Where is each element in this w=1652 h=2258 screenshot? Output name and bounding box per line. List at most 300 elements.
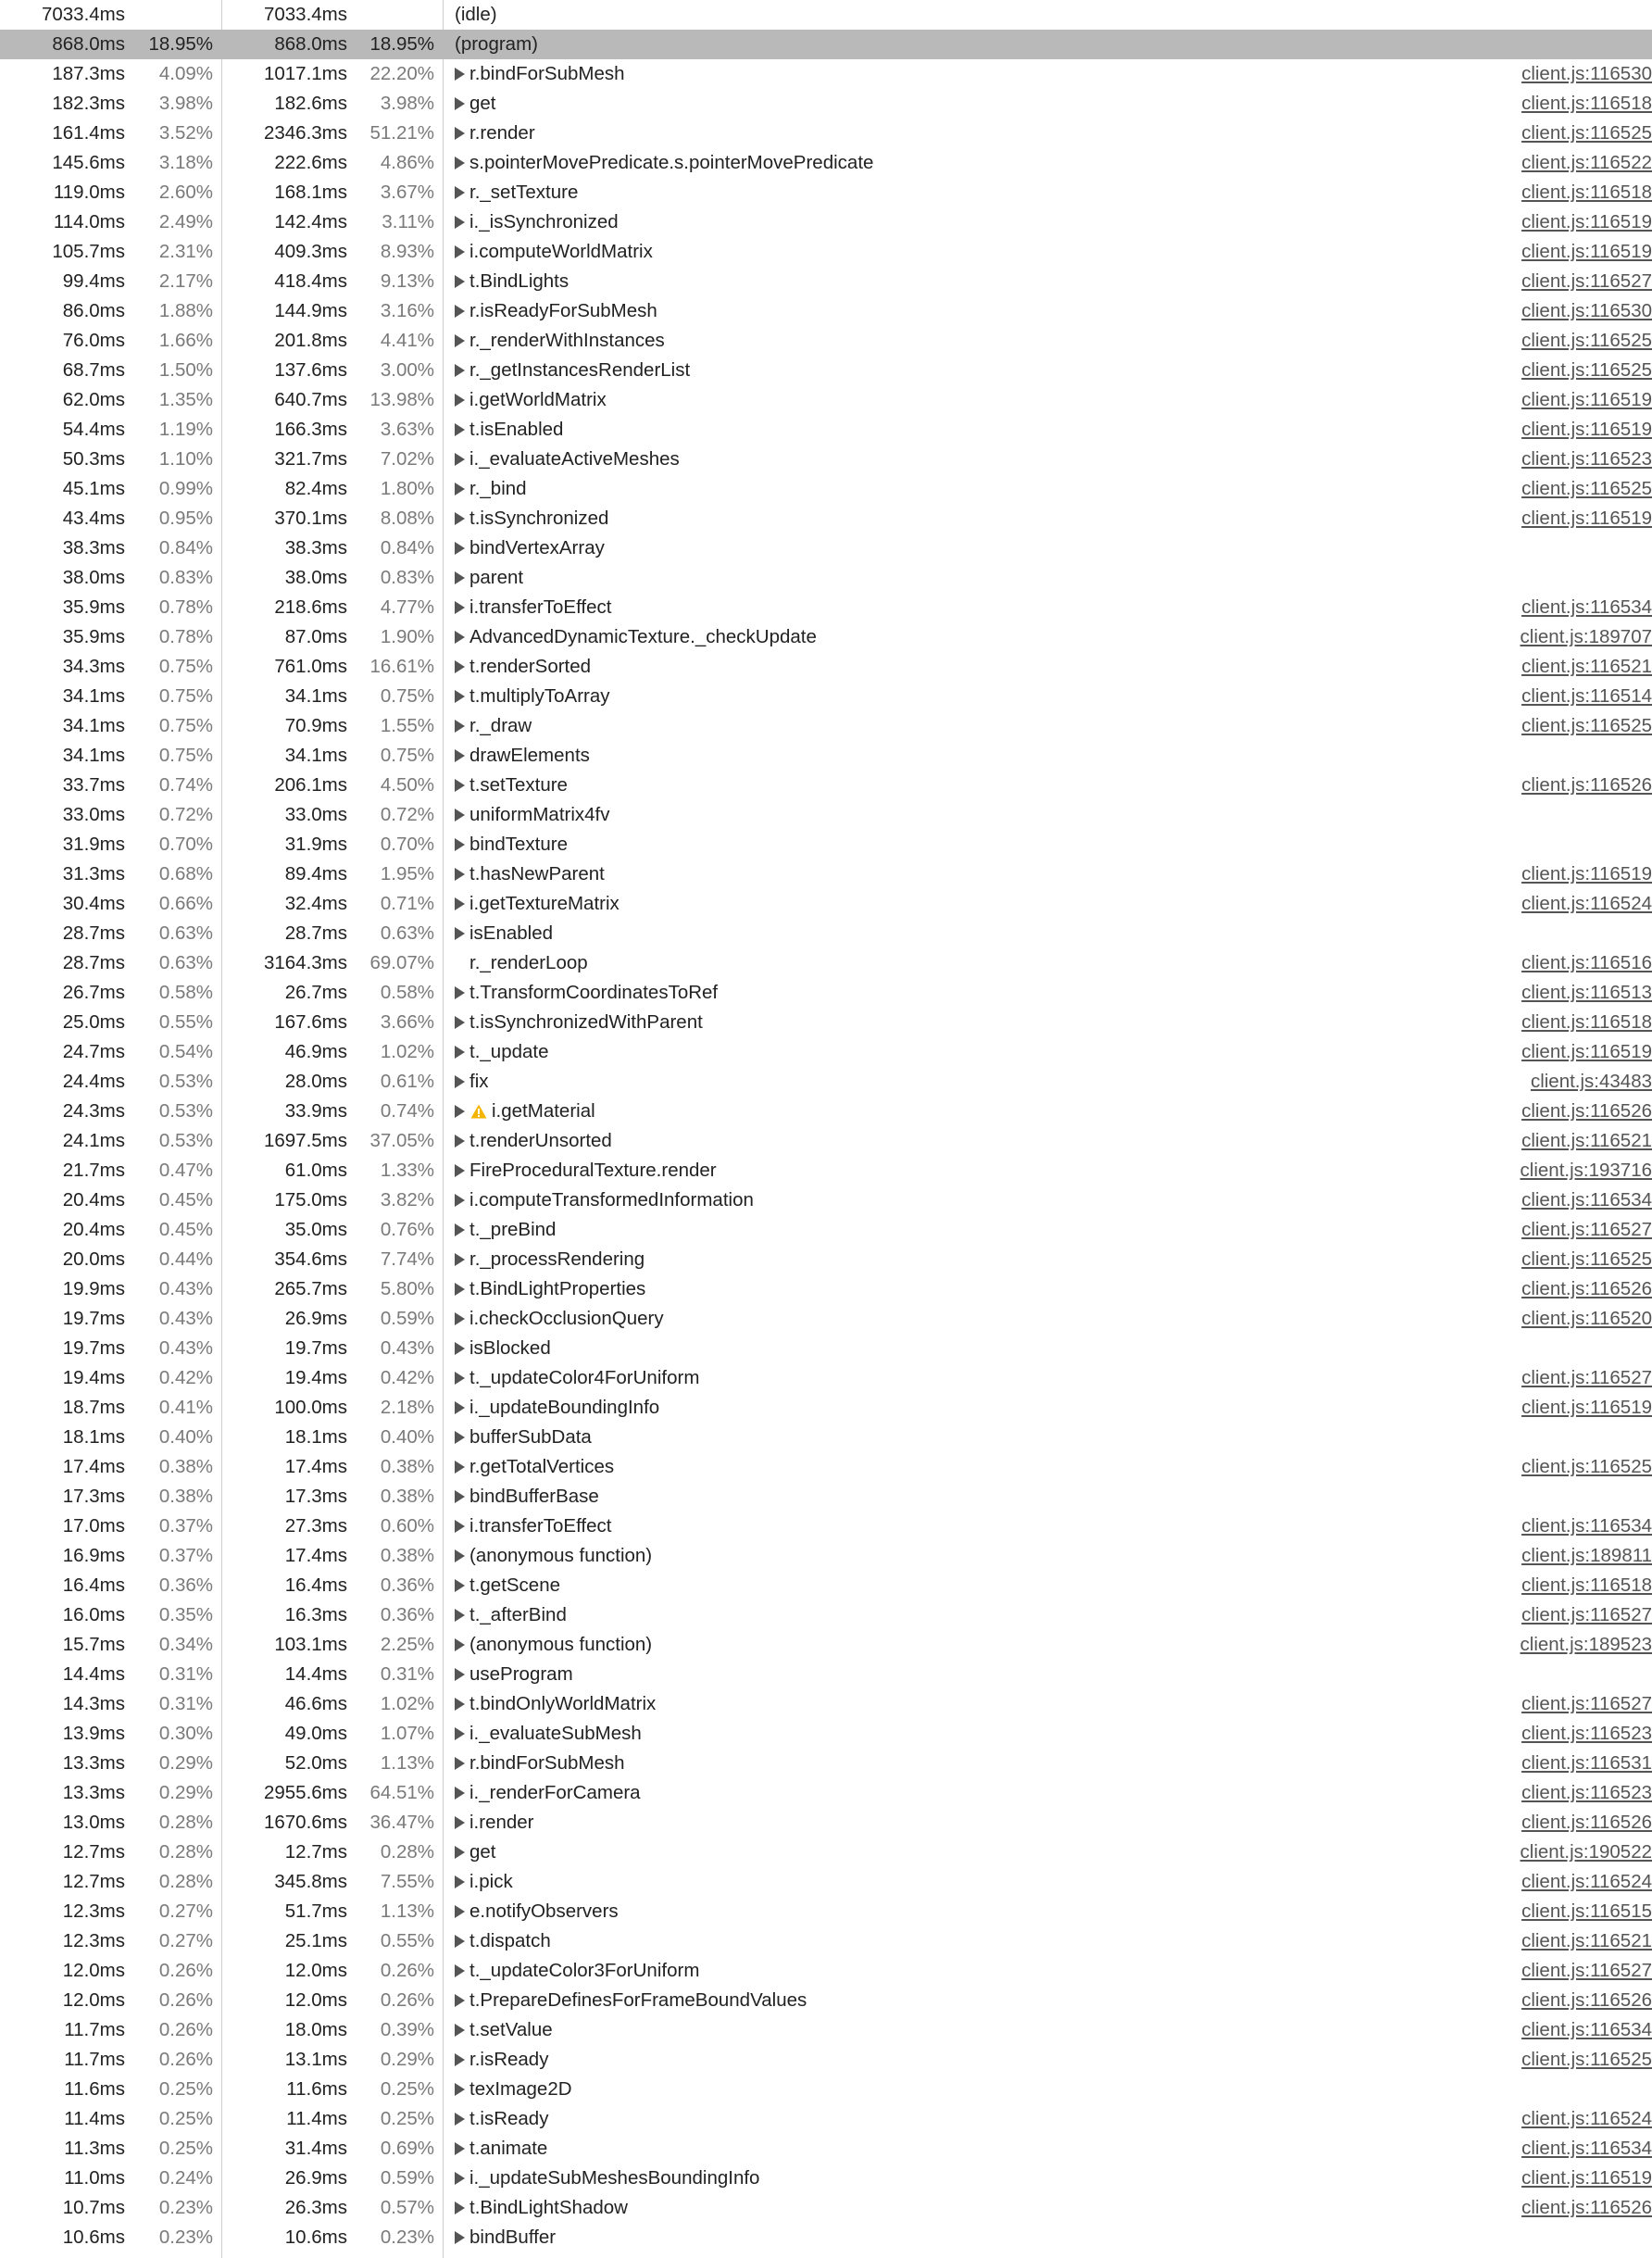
- self-time-cell: 24.4ms: [62, 1071, 125, 1092]
- function-cell: [455, 1600, 567, 1630]
- source-link[interactable]: client.js:116526: [1521, 1989, 1652, 2011]
- function-name: bufferSubData: [469, 1426, 592, 1448]
- table-row[interactable]: [0, 30, 1652, 59]
- table-row[interactable]: [0, 1097, 1652, 1126]
- expand-arrow-icon[interactable]: [455, 1520, 465, 1533]
- table-row[interactable]: [0, 385, 1652, 415]
- total-time-cell: 33.0ms: [284, 804, 347, 825]
- expand-arrow-icon[interactable]: [455, 927, 465, 940]
- table-row[interactable]: [0, 1304, 1652, 1334]
- expand-arrow-icon[interactable]: [455, 1372, 465, 1385]
- source-link[interactable]: client.js:116526: [1521, 1278, 1652, 1299]
- expand-arrow-icon[interactable]: [455, 601, 465, 614]
- table-row[interactable]: [0, 1008, 1652, 1037]
- source-link[interactable]: client.js:116534: [1521, 596, 1652, 618]
- table-row[interactable]: [0, 326, 1652, 356]
- source-link[interactable]: client.js:190522: [1520, 1841, 1652, 1863]
- self-percent-cell: 0.53%: [158, 1130, 213, 1151]
- table-row[interactable]: [0, 978, 1652, 1008]
- function-cell: [455, 622, 817, 652]
- source-link[interactable]: client.js:116534: [1521, 2138, 1652, 2159]
- table-row[interactable]: [0, 1215, 1652, 1245]
- table-row[interactable]: [0, 1452, 1652, 1482]
- self-percent-cell: 0.26%: [158, 2049, 213, 2070]
- source-link[interactable]: client.js:116515: [1521, 1900, 1652, 1922]
- total-percent-cell: 9.13%: [380, 270, 434, 292]
- table-row[interactable]: [0, 119, 1652, 148]
- function-cell: [455, 889, 620, 919]
- source-link[interactable]: client.js:116534: [1521, 2019, 1652, 2040]
- function-name: r._renderLoop: [469, 952, 588, 973]
- function-cell: [455, 1393, 659, 1423]
- source-link[interactable]: client.js:116527: [1521, 1693, 1652, 1714]
- source-link[interactable]: client.js:116524: [1521, 893, 1652, 914]
- source-link[interactable]: client.js:116526: [1521, 1812, 1652, 1833]
- table-row[interactable]: [0, 415, 1652, 445]
- source-link[interactable]: client.js:116523: [1521, 1723, 1652, 1744]
- table-row[interactable]: [0, 1541, 1652, 1571]
- table-row[interactable]: [0, 1482, 1652, 1512]
- table-row[interactable]: [0, 2045, 1652, 2075]
- source-link[interactable]: client.js:116516: [1521, 952, 1652, 973]
- expand-arrow-icon[interactable]: [455, 157, 465, 169]
- table-row[interactable]: [0, 1867, 1652, 1897]
- table-row[interactable]: [0, 2134, 1652, 2164]
- table-row[interactable]: [0, 2075, 1652, 2104]
- self-time-cell: 13.9ms: [62, 1723, 125, 1744]
- expand-arrow-icon[interactable]: [455, 2231, 465, 2244]
- source-link[interactable]: client.js:116519: [1521, 508, 1652, 529]
- function-cell: [455, 1008, 703, 1037]
- source-link[interactable]: client.js:116519: [1521, 389, 1652, 410]
- expand-arrow-icon[interactable]: [455, 1105, 465, 1118]
- table-row[interactable]: [0, 89, 1652, 119]
- function-name: r.isReadyForSubMesh: [469, 300, 657, 321]
- self-time-cell: 11.7ms: [64, 2019, 125, 2040]
- expand-arrow-icon[interactable]: [455, 1016, 465, 1029]
- function-cell: [455, 652, 591, 682]
- function-cell: [455, 2193, 628, 2223]
- expand-arrow-icon[interactable]: [455, 1994, 465, 2007]
- expand-arrow-icon[interactable]: [455, 1757, 465, 1770]
- expand-arrow-icon[interactable]: [455, 1223, 465, 1236]
- table-row[interactable]: [0, 593, 1652, 622]
- table-row[interactable]: [0, 741, 1652, 771]
- source-link[interactable]: client.js:116525: [1521, 478, 1652, 499]
- self-time-cell: 7033.4ms: [41, 4, 125, 25]
- expand-arrow-icon[interactable]: [455, 1431, 465, 1444]
- self-percent-cell: 0.55%: [158, 1011, 213, 1033]
- source-link[interactable]: client.js:116519: [1521, 1041, 1652, 1062]
- source-link[interactable]: client.js:116521: [1521, 1930, 1652, 1951]
- self-time-cell: 28.7ms: [62, 922, 125, 944]
- expand-arrow-icon[interactable]: [455, 897, 465, 910]
- expand-arrow-icon[interactable]: [455, 749, 465, 762]
- expand-arrow-icon[interactable]: [455, 305, 465, 318]
- table-row[interactable]: [0, 889, 1652, 919]
- source-link[interactable]: client.js:116519: [1521, 241, 1652, 262]
- source-link[interactable]: client.js:116527: [1521, 1960, 1652, 1981]
- self-time-cell: 20.0ms: [62, 1248, 125, 1270]
- table-row[interactable]: [0, 830, 1652, 859]
- table-row[interactable]: [0, 622, 1652, 652]
- expand-arrow-icon[interactable]: [455, 245, 465, 258]
- source-link[interactable]: client.js:116513: [1521, 982, 1652, 1003]
- function-cell: [455, 326, 665, 356]
- table-row[interactable]: [0, 1571, 1652, 1600]
- total-percent-cell: 1.07%: [380, 1723, 434, 1744]
- table-row[interactable]: [0, 1986, 1652, 2015]
- source-link[interactable]: client.js:116523: [1521, 448, 1652, 470]
- expand-arrow-icon[interactable]: [455, 1816, 465, 1829]
- source-link[interactable]: client.js:116522: [1521, 152, 1652, 173]
- expand-arrow-icon[interactable]: [455, 868, 465, 881]
- warning-icon: [469, 1103, 488, 1120]
- expand-arrow-icon[interactable]: [455, 1787, 465, 1800]
- expand-arrow-icon[interactable]: [455, 1905, 465, 1918]
- self-time-cell: 26.7ms: [62, 982, 125, 1003]
- total-percent-cell: 0.59%: [380, 1308, 434, 1329]
- source-link[interactable]: client.js:116525: [1521, 1456, 1652, 1477]
- expand-arrow-icon[interactable]: [455, 1046, 465, 1059]
- table-row[interactable]: [0, 533, 1652, 563]
- table-row[interactable]: [0, 1600, 1652, 1630]
- expand-arrow-icon[interactable]: [455, 809, 465, 822]
- self-time-cell: 182.3ms: [52, 93, 125, 114]
- expand-arrow-icon[interactable]: [455, 2083, 465, 2096]
- total-percent-cell: 2.25%: [380, 1634, 434, 1655]
- table-row[interactable]: [0, 2015, 1652, 2045]
- function-cell: [455, 1037, 549, 1067]
- expand-arrow-icon[interactable]: [455, 986, 465, 999]
- self-percent-cell: 0.23%: [158, 2227, 213, 2248]
- expand-arrow-icon[interactable]: [455, 1668, 465, 1681]
- expand-arrow-icon[interactable]: [455, 1135, 465, 1148]
- expand-arrow-icon[interactable]: [455, 2113, 465, 2126]
- expand-arrow-icon[interactable]: [455, 1638, 465, 1651]
- source-link[interactable]: client.js:193716: [1520, 1160, 1652, 1181]
- self-percent-cell: 2.60%: [158, 182, 213, 203]
- expand-arrow-icon[interactable]: [455, 1875, 465, 1888]
- expand-arrow-icon[interactable]: [455, 453, 465, 466]
- total-time-cell: 34.1ms: [284, 745, 347, 766]
- source-link[interactable]: client.js:116519: [1521, 419, 1652, 440]
- self-time-cell: 30.4ms: [62, 893, 125, 914]
- expand-arrow-icon[interactable]: [455, 1549, 465, 1562]
- table-row[interactable]: [0, 267, 1652, 296]
- total-percent-cell: 0.36%: [380, 1604, 434, 1625]
- total-time-cell: 201.8ms: [274, 330, 347, 351]
- function-cell: [455, 919, 553, 948]
- table-row[interactable]: [0, 1126, 1652, 1156]
- expand-arrow-icon[interactable]: [455, 1401, 465, 1414]
- function-name: bindVertexArray: [469, 537, 605, 558]
- table-row[interactable]: [0, 948, 1652, 978]
- table-row[interactable]: [0, 1334, 1652, 1363]
- total-percent-cell: 0.31%: [380, 1663, 434, 1685]
- table-row[interactable]: [0, 1719, 1652, 1749]
- expand-arrow-icon[interactable]: [455, 631, 465, 644]
- table-row[interactable]: [0, 1274, 1652, 1304]
- function-cell: [455, 1334, 551, 1363]
- source-link[interactable]: client.js:116523: [1521, 1782, 1652, 1803]
- total-percent-cell: 5.80%: [380, 1278, 434, 1299]
- self-time-cell: 20.4ms: [62, 1219, 125, 1240]
- table-row[interactable]: [0, 2104, 1652, 2134]
- function-cell: [455, 771, 568, 800]
- source-link[interactable]: client.js:116518: [1521, 1574, 1652, 1596]
- table-row[interactable]: [0, 563, 1652, 593]
- function-name: (idle): [455, 4, 497, 25]
- table-row[interactable]: [0, 1423, 1652, 1452]
- expand-arrow-icon[interactable]: [455, 2053, 465, 2066]
- expand-arrow-icon[interactable]: [455, 1609, 465, 1622]
- self-percent-cell: 3.98%: [158, 93, 213, 114]
- function-cell: [455, 2104, 548, 2134]
- function-cell: [455, 1185, 754, 1215]
- source-link[interactable]: client.js:116526: [1521, 774, 1652, 796]
- total-time-cell: 82.4ms: [284, 478, 347, 499]
- expand-arrow-icon[interactable]: [455, 660, 465, 673]
- expand-arrow-icon[interactable]: [455, 720, 465, 733]
- table-row[interactable]: [0, 1363, 1652, 1393]
- expand-arrow-icon[interactable]: [455, 127, 465, 140]
- expand-arrow-icon[interactable]: [455, 423, 465, 436]
- source-link[interactable]: client.js:116526: [1521, 2197, 1652, 2218]
- expand-arrow-icon[interactable]: [455, 1194, 465, 1207]
- table-row[interactable]: [0, 504, 1652, 533]
- self-percent-cell: 0.63%: [158, 952, 213, 973]
- table-row[interactable]: [0, 1037, 1652, 1067]
- source-link[interactable]: client.js:116534: [1521, 1189, 1652, 1211]
- table-row[interactable]: [0, 1749, 1652, 1778]
- expand-arrow-icon[interactable]: [455, 1283, 465, 1296]
- table-row[interactable]: [0, 1512, 1652, 1541]
- table-row[interactable]: [0, 771, 1652, 800]
- table-row[interactable]: [0, 652, 1652, 682]
- function-cell: [455, 1660, 573, 1689]
- expand-arrow-icon[interactable]: [455, 216, 465, 229]
- source-link[interactable]: client.js:116527: [1521, 1367, 1652, 1388]
- table-row[interactable]: [0, 859, 1652, 889]
- function-name: parent: [469, 567, 524, 588]
- source-link[interactable]: client.js:116527: [1521, 1219, 1652, 1240]
- expand-arrow-icon[interactable]: [455, 2202, 465, 2214]
- table-row[interactable]: [0, 178, 1652, 207]
- source-link[interactable]: client.js:116518: [1521, 182, 1652, 203]
- total-percent-cell: 1.55%: [380, 715, 434, 736]
- source-link[interactable]: client.js:116521: [1521, 656, 1652, 677]
- function-cell: [455, 207, 619, 237]
- table-row[interactable]: [0, 356, 1652, 385]
- table-row[interactable]: [0, 1838, 1652, 1867]
- table-row[interactable]: [0, 59, 1652, 89]
- expand-arrow-icon[interactable]: [455, 1698, 465, 1711]
- source-link[interactable]: client.js:116525: [1521, 359, 1652, 381]
- expand-arrow-icon[interactable]: [455, 483, 465, 496]
- source-link[interactable]: client.js:116525: [1521, 1248, 1652, 1270]
- expand-arrow-icon[interactable]: [455, 1253, 465, 1266]
- function-name: i.getMaterial: [492, 1100, 595, 1122]
- table-row[interactable]: [0, 445, 1652, 474]
- source-link[interactable]: client.js:116521: [1521, 1130, 1652, 1151]
- source-link[interactable]: client.js:116524: [1521, 1871, 1652, 1892]
- table-row[interactable]: [0, 1660, 1652, 1689]
- self-percent-cell: 0.47%: [158, 1160, 213, 1181]
- self-percent-cell: 1.88%: [158, 300, 213, 321]
- total-percent-cell: 69.07%: [369, 952, 434, 973]
- self-percent-cell: 0.66%: [158, 893, 213, 914]
- expand-arrow-icon[interactable]: [455, 1461, 465, 1474]
- table-row[interactable]: [0, 1156, 1652, 1185]
- self-time-cell: 161.4ms: [52, 122, 125, 144]
- table-row[interactable]: [0, 1630, 1652, 1660]
- total-percent-cell: 0.59%: [380, 2167, 434, 2189]
- source-link[interactable]: client.js:116525: [1521, 2049, 1652, 2070]
- source-link[interactable]: client.js:43483: [1530, 1071, 1652, 1092]
- self-percent-cell: 2.17%: [158, 270, 213, 292]
- expand-arrow-icon[interactable]: [455, 1490, 465, 1503]
- total-time-cell: 182.6ms: [274, 93, 347, 114]
- table-row[interactable]: [0, 1185, 1652, 1215]
- expand-arrow-icon[interactable]: [455, 186, 465, 199]
- source-link[interactable]: client.js:116534: [1521, 1515, 1652, 1537]
- total-time-cell: 222.6ms: [274, 152, 347, 173]
- expand-arrow-icon[interactable]: [455, 1846, 465, 1859]
- expand-arrow-icon[interactable]: [455, 1935, 465, 1948]
- function-name: i.transferToEffect: [469, 1515, 612, 1537]
- expand-arrow-icon[interactable]: [455, 1579, 465, 1592]
- table-row[interactable]: [0, 1926, 1652, 1956]
- source-link[interactable]: client.js:116525: [1521, 715, 1652, 736]
- table-row[interactable]: [0, 2164, 1652, 2193]
- self-time-cell: 45.1ms: [62, 478, 125, 499]
- function-cell: [455, 1215, 556, 1245]
- total-percent-cell: 0.43%: [380, 1337, 434, 1359]
- source-link[interactable]: client.js:189811: [1521, 1545, 1652, 1566]
- table-row[interactable]: [0, 1778, 1652, 1808]
- table-row[interactable]: [0, 1808, 1652, 1838]
- expand-arrow-icon[interactable]: [455, 1727, 465, 1740]
- self-time-cell: 12.3ms: [62, 1900, 125, 1922]
- function-name: r._setTexture: [469, 182, 579, 203]
- table-row[interactable]: [0, 1956, 1652, 1986]
- table-row[interactable]: [0, 237, 1652, 267]
- expand-arrow-icon[interactable]: [455, 1342, 465, 1355]
- function-name: r._draw: [469, 715, 532, 736]
- table-row[interactable]: [0, 711, 1652, 741]
- expand-arrow-icon[interactable]: [455, 1964, 465, 1977]
- expand-arrow-icon[interactable]: [455, 2024, 465, 2037]
- source-link[interactable]: client.js:116525: [1521, 330, 1652, 351]
- function-name: r._renderWithInstances: [469, 330, 665, 351]
- table-row[interactable]: [0, 800, 1652, 830]
- table-row[interactable]: [0, 296, 1652, 326]
- source-link[interactable]: client.js:116530: [1521, 300, 1652, 321]
- total-percent-cell: 1.13%: [380, 1900, 434, 1922]
- source-link[interactable]: client.js:116518: [1521, 93, 1652, 114]
- source-link[interactable]: client.js:116519: [1521, 863, 1652, 884]
- self-percent-cell: 0.70%: [158, 834, 213, 855]
- total-time-cell: 1017.1ms: [263, 63, 347, 84]
- source-link[interactable]: client.js:189523: [1520, 1634, 1652, 1655]
- table-row[interactable]: [0, 2193, 1652, 2223]
- expand-arrow-icon[interactable]: [455, 2142, 465, 2155]
- source-link[interactable]: client.js:116519: [1521, 1397, 1652, 1418]
- expand-arrow-icon[interactable]: [455, 275, 465, 288]
- expand-arrow-icon[interactable]: [455, 690, 465, 703]
- expand-arrow-icon[interactable]: [455, 512, 465, 525]
- expand-arrow-icon[interactable]: [455, 2172, 465, 2185]
- expand-arrow-icon[interactable]: [455, 838, 465, 851]
- source-link[interactable]: client.js:189707: [1520, 626, 1652, 647]
- source-link[interactable]: client.js:116519: [1521, 211, 1652, 232]
- table-row[interactable]: [0, 1245, 1652, 1274]
- table-row[interactable]: [0, 1689, 1652, 1719]
- source-link[interactable]: client.js:116527: [1521, 270, 1652, 292]
- table-row[interactable]: [0, 682, 1652, 711]
- table-row[interactable]: [0, 2223, 1652, 2252]
- expand-arrow-icon[interactable]: [455, 68, 465, 81]
- source-link[interactable]: client.js:116526: [1521, 1100, 1652, 1122]
- function-name: t.isSynchronizedWithParent: [469, 1011, 703, 1033]
- expand-arrow-icon[interactable]: [455, 1312, 465, 1325]
- total-time-cell: 409.3ms: [274, 241, 347, 262]
- source-link[interactable]: client.js:116531: [1521, 1752, 1652, 1774]
- table-row[interactable]: [0, 474, 1652, 504]
- expand-arrow-icon[interactable]: [455, 779, 465, 792]
- expand-arrow-icon[interactable]: [455, 334, 465, 347]
- self-percent-cell: 0.45%: [158, 1219, 213, 1240]
- table-row[interactable]: [0, 207, 1652, 237]
- source-link[interactable]: client.js:116525: [1521, 122, 1652, 144]
- self-percent-cell: 0.24%: [158, 2167, 213, 2189]
- total-percent-cell: 3.98%: [380, 93, 434, 114]
- expand-arrow-icon[interactable]: [455, 364, 465, 377]
- expand-arrow-icon[interactable]: [455, 571, 465, 584]
- expand-arrow-icon[interactable]: [455, 97, 465, 110]
- total-time-cell: 52.0ms: [284, 1752, 347, 1774]
- function-name: i._updateBoundingInfo: [469, 1397, 660, 1418]
- self-time-cell: 68.7ms: [62, 359, 125, 381]
- table-row[interactable]: [0, 148, 1652, 178]
- function-cell: [455, 1274, 645, 1304]
- expand-arrow-icon[interactable]: [455, 1075, 465, 1088]
- function-name: t.isReady: [469, 2108, 549, 2129]
- table-row[interactable]: [0, 0, 1652, 30]
- expand-arrow-icon[interactable]: [455, 1164, 465, 1177]
- source-link[interactable]: client.js:116514: [1521, 685, 1652, 707]
- function-name: r.isReady: [469, 2049, 549, 2070]
- source-link[interactable]: client.js:116527: [1521, 1604, 1652, 1625]
- table-row[interactable]: [0, 1897, 1652, 1926]
- source-link[interactable]: client.js:116520: [1521, 1308, 1652, 1329]
- function-cell: [455, 1304, 664, 1334]
- function-name: t.isSynchronized: [469, 508, 609, 529]
- source-link[interactable]: client.js:116530: [1521, 63, 1652, 84]
- source-link[interactable]: client.js:116519: [1521, 2167, 1652, 2189]
- table-row[interactable]: [0, 919, 1652, 948]
- function-name: t.PrepareDefinesForFrameBoundValues: [469, 1989, 807, 2011]
- table-row[interactable]: [0, 1067, 1652, 1097]
- expand-arrow-icon[interactable]: [455, 394, 465, 407]
- source-link[interactable]: client.js:116518: [1521, 1011, 1652, 1033]
- table-row[interactable]: [0, 1393, 1652, 1423]
- source-link[interactable]: client.js:116524: [1521, 2108, 1652, 2129]
- expand-arrow-icon[interactable]: [455, 542, 465, 555]
- total-percent-cell: 0.76%: [380, 1219, 434, 1240]
- total-time-cell: 51.7ms: [284, 1900, 347, 1922]
